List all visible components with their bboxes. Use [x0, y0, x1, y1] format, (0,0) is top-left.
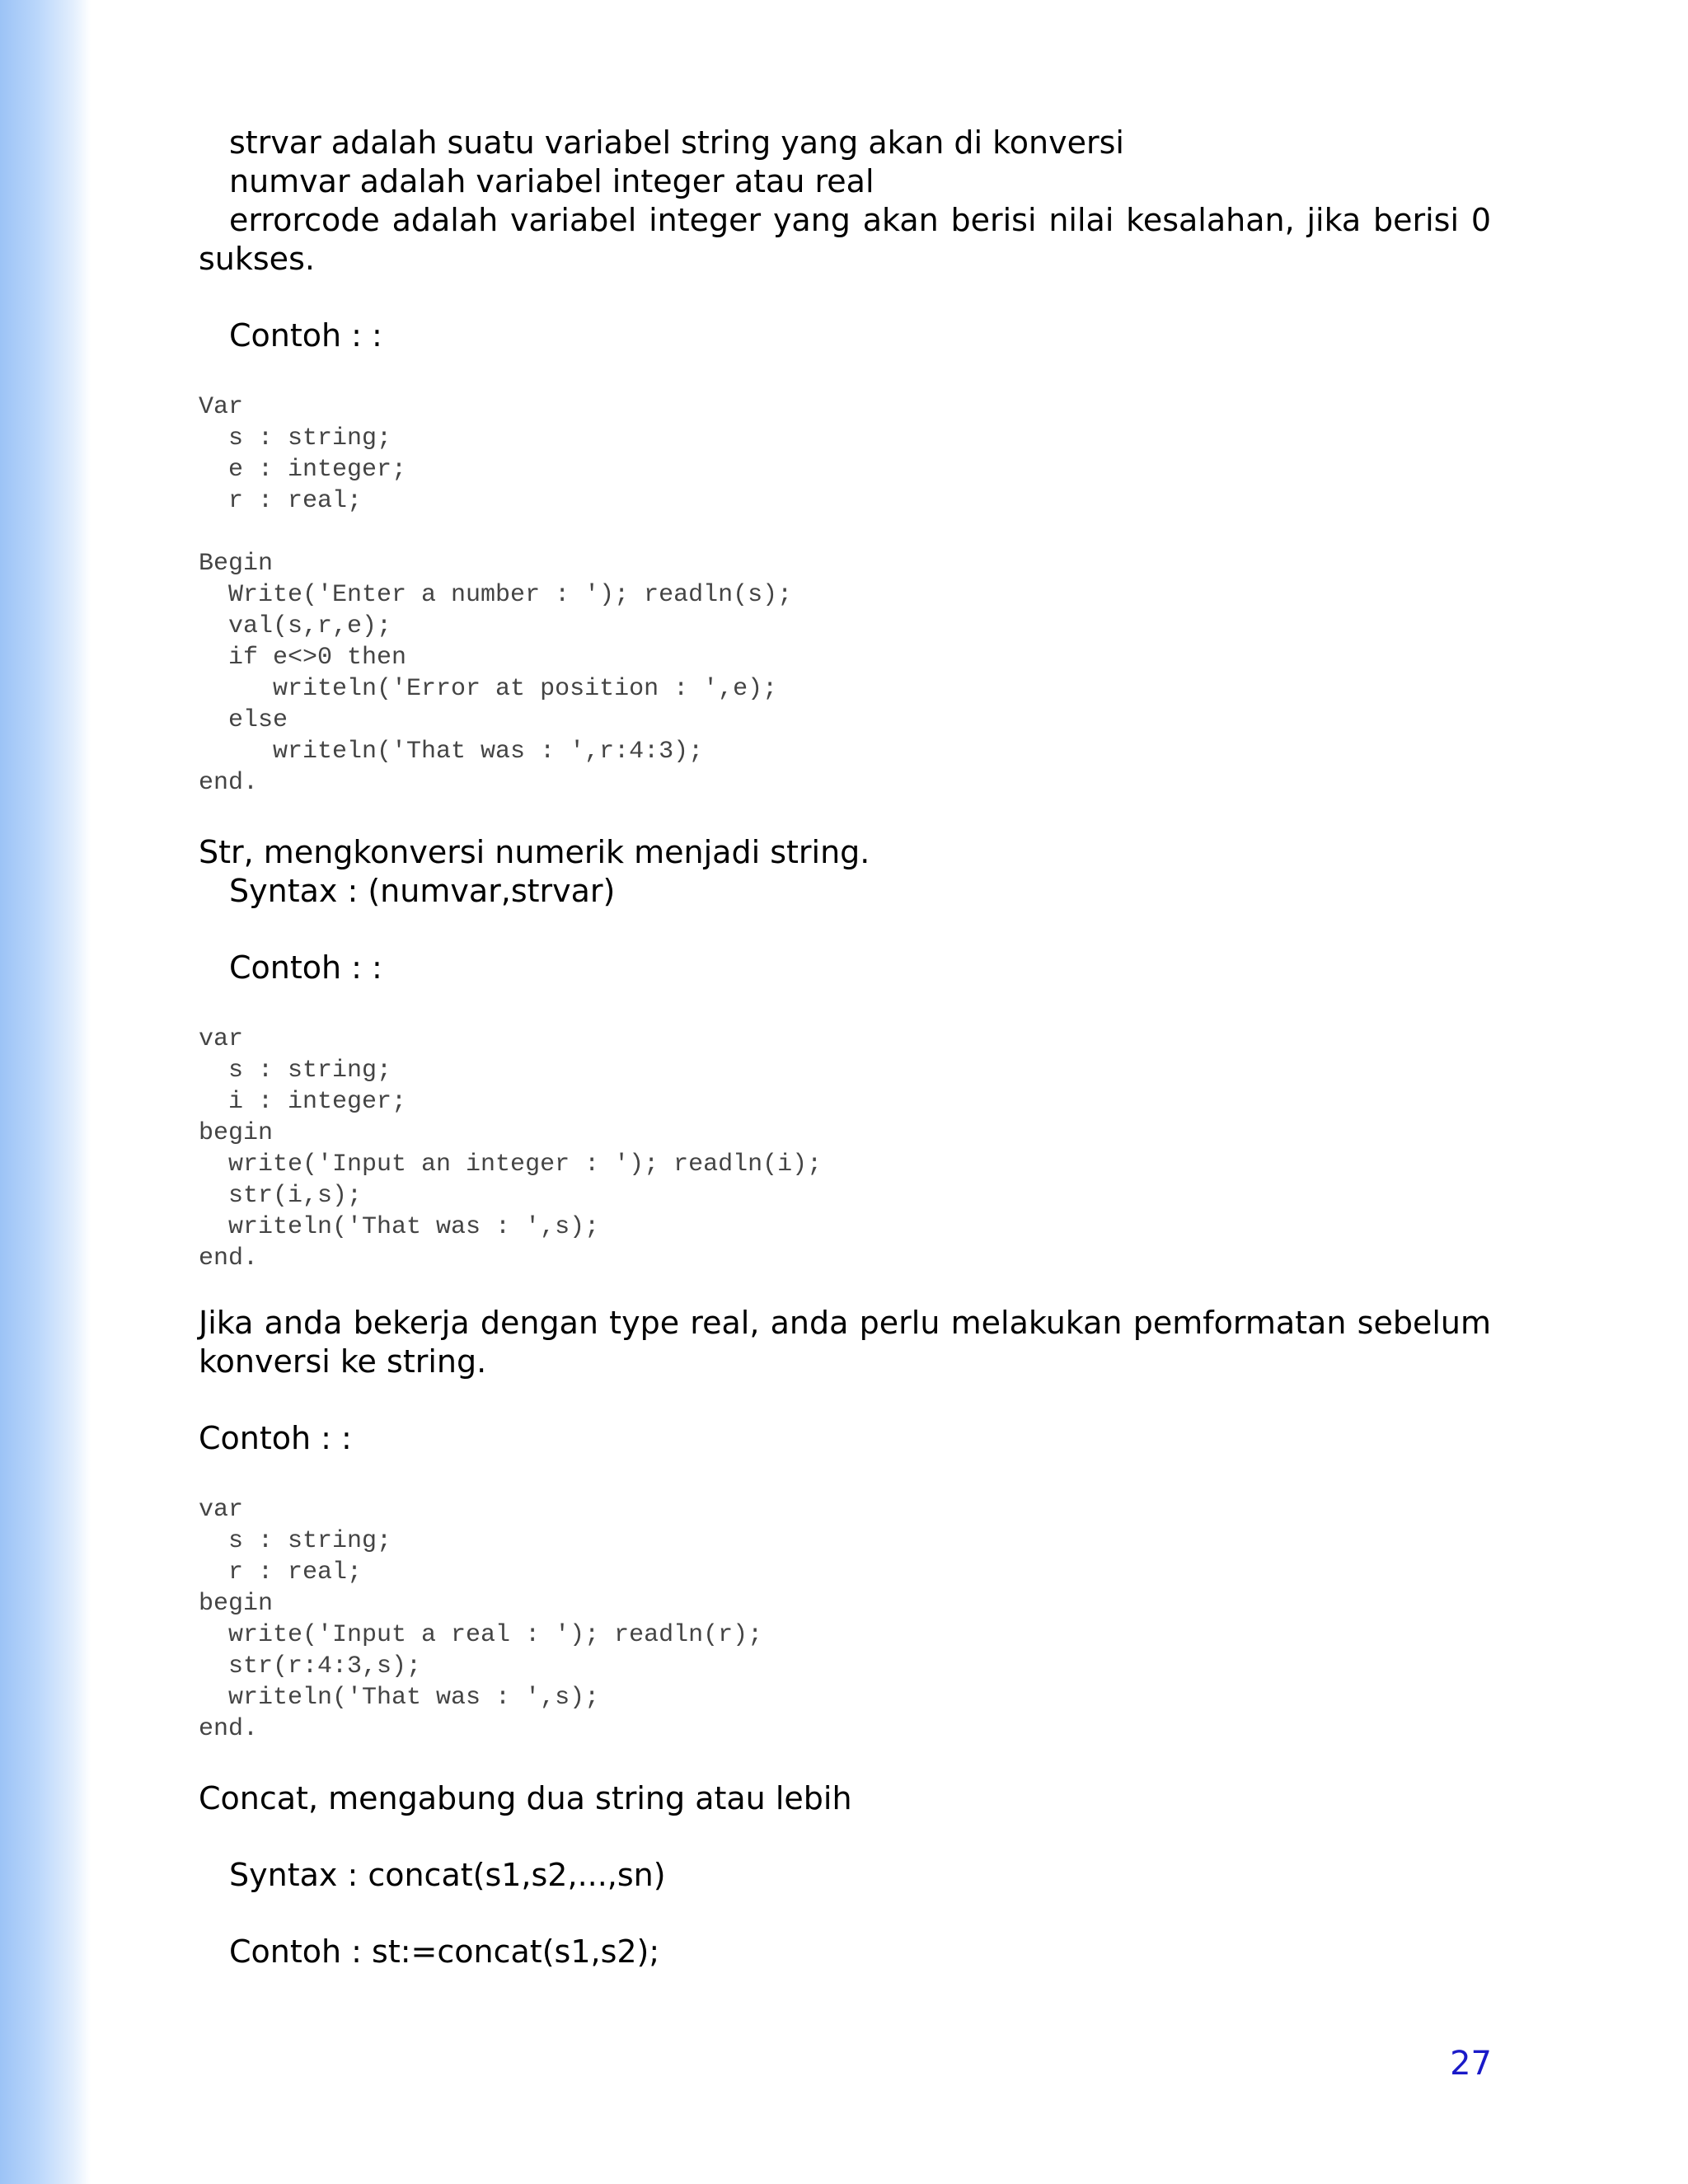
real-code-block: var s : string; r : real; begin write('Input a real : '); readln(r); str(r:4:3,s); writeln('That was : ',s); end.	[199, 1496, 763, 1743]
concat-heading: Concat, mengabung dua string atau lebih	[199, 1780, 852, 1816]
param-errorcode-content: errorcode adalah variabel integer yang akan berisi nilai kesalahan, jika berisi 0 sukses.	[199, 202, 1491, 277]
str-syntax: Syntax : (numvar,strvar)	[229, 873, 616, 909]
real-format-text: Jika anda bekerja dengan type real, anda perlu melakukan pemformatan sebelum konversi ke string.	[199, 1305, 1491, 1380]
concat-syntax: Syntax : concat(s1,s2,...,sn)	[229, 1857, 666, 1893]
val-code-block: Var s : string; e : integer; r : real; Begin Write('Enter a number : '); readln(s); val(s,r,e); if e<>0 then writeln('Error at position : ',e); else writeln('That was : ',r:4:3); end.	[199, 393, 793, 797]
str-contoh-label: Contoh : :	[229, 949, 382, 986]
str-code-block: var s : string; i : integer; begin write('Input an integer : '); readln(i); str(i,s); writeln('That was : ',s); end.	[199, 1025, 823, 1272]
param-numvar-text: numvar adalah variabel integer atau real	[229, 163, 874, 199]
real-contoh-label: Contoh : :	[199, 1420, 352, 1456]
decorative-side-band	[0, 0, 91, 2184]
page-content	[199, 124, 1491, 1971]
concat-contoh: Contoh : st:=concat(s1,s2);	[229, 1933, 660, 1970]
param-strvar-text: strvar adalah suatu variabel string yang akan di konversi	[229, 124, 1124, 161]
val-contoh-label: Contoh : :	[229, 317, 382, 354]
param-errorcode-text	[199, 201, 1491, 279]
page-number: 27	[1450, 2045, 1492, 2083]
str-heading: Str, mengkonversi numerik menjadi string.	[199, 834, 870, 870]
